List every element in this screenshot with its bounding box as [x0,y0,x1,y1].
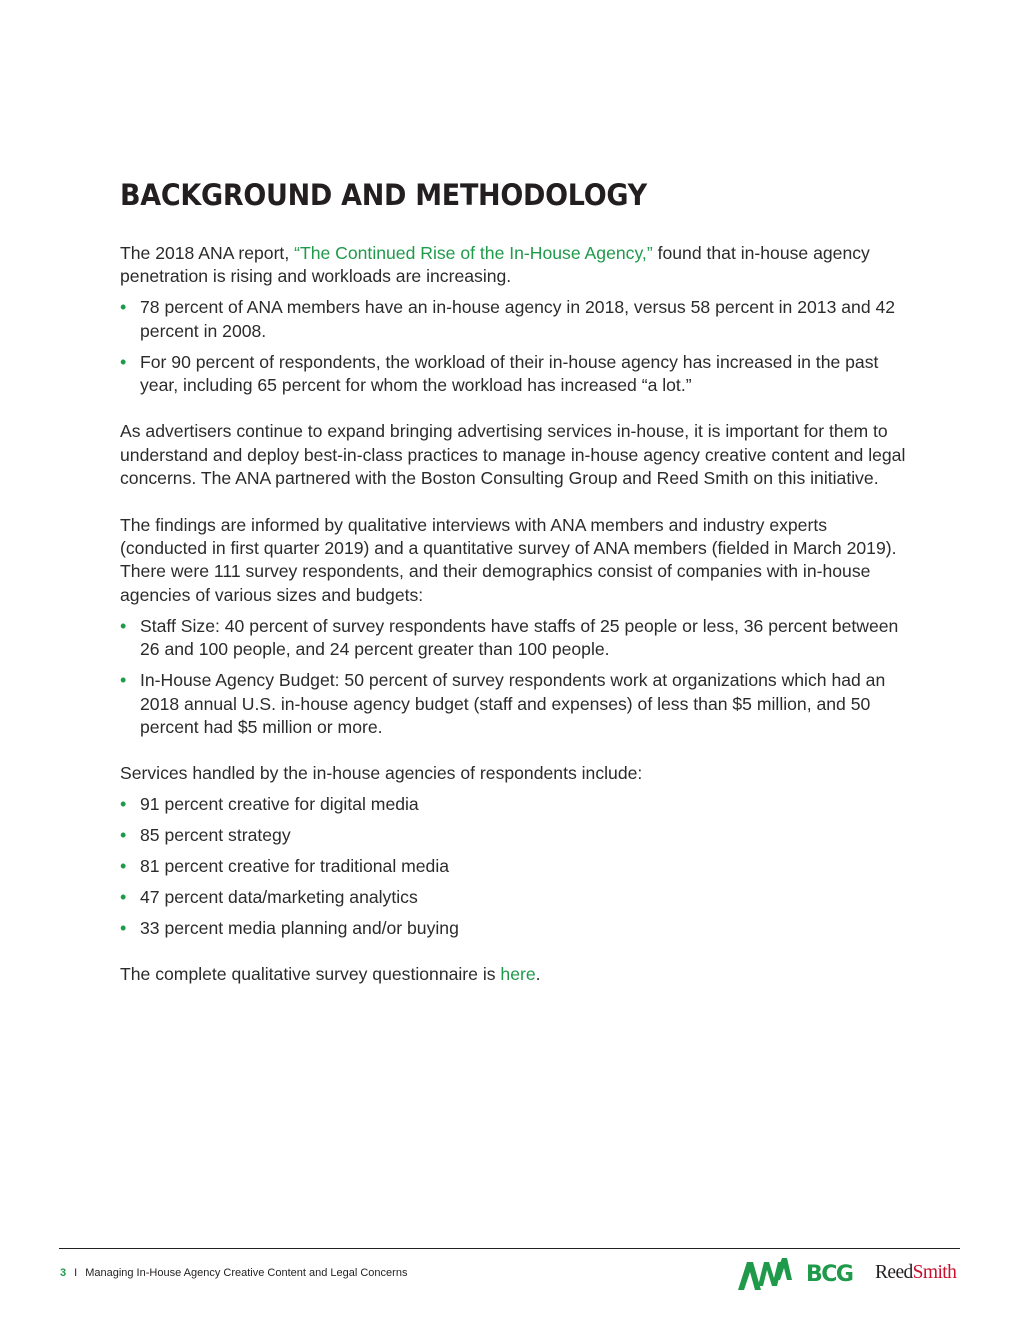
bullet-icon: • [120,670,127,691]
footer-divider [59,1248,960,1249]
bullet-icon: • [120,856,127,877]
page-title: BACKGROUND AND METHODOLOGY [120,178,647,212]
bullet-icon: • [120,917,127,938]
intro-paragraph [120,242,910,289]
services-bullet-list [120,793,910,940]
bullet-icon: • [120,794,127,815]
bullet-icon: • [120,825,127,846]
demographics-bullet-list [120,615,910,740]
closing-paragraph: The complete qualitative survey questionnaire is here. [120,964,541,985]
intro-text-after: found that in-house agency penetration is rising and workloads are increasing. [120,243,870,287]
footer-separator: I [74,1267,78,1279]
list-item: • 47 percent data/marketing analytics [120,886,910,909]
report-link[interactable]: “The Continued Rise of the In-House Agency,” [294,243,653,263]
main-content [120,178,910,987]
questionnaire-link[interactable]: here [500,964,536,985]
bullet-icon: • [120,297,127,318]
page-number: 3 [60,1267,67,1279]
bullet-icon: • [120,886,127,907]
list-item: • 91 percent creative for digital media [120,793,910,816]
bcg-logo: BCG [806,1262,853,1287]
list-item: • 81 percent creative for traditional media [120,855,910,878]
list-item: • Staff Size: 40 percent of survey respondents have staffs of 25 people or less, 36 percent between 26 and 100 people, and 24 percent greater than 100 people. [120,615,899,660]
advertisers-paragraph: As advertisers continue to expand bringing advertising services in-house, it is important for them to understand and deploy best-in-class practices to manage in-house agency creative content and legal concerns. The ANA partnered with the Boston Consulting Group and Reed Smith on this initiative. [120,421,906,489]
list-item: • 33 percent media planning and/or buying [120,917,910,940]
list-item: • 85 percent strategy [120,824,910,847]
list-item: • In-House Agency Budget: 50 percent of survey respondents work at organizations which had an 2018 annual U.S. in-house agency budget (staff and expenses) of less than $5 million, and 50 percent had $5 million or more. [120,670,886,737]
list-item: • 78 percent of ANA members have an in-house agency in 2018, versus 58 percent in 2013 and 42 percent in 2008. [120,297,896,341]
findings-paragraph: The findings are informed by qualitative interviews with ANA members and industry experts (conducted in first quarter 2019) and a quantitative survey of ANA members (fielded in March 2019). There were 111 survey respondents, and their demographics consist of companies with in-house agencies of various sizes and budgets: [120,514,897,605]
intro-text-before: The 2018 ANA report, [120,243,295,263]
bullet-icon: • [120,615,127,636]
reedsmith-logo: ReedSmith [875,1262,957,1283]
intro-bullet-list [120,296,910,397]
services-intro: Services handled by the in-house agencies of respondents include: [120,763,643,784]
list-item: • For 90 percent of respondents, the workload of their in-house agency has increased in the past year, including 65 percent for whom the workload has increased “a lot.” [120,351,879,396]
bullet-icon: • [120,351,127,372]
footer-title: Managing In-House Agency Creative Content and Legal Concerns [85,1267,408,1279]
ana-logo [736,1256,792,1292]
footer [60,1267,407,1279]
